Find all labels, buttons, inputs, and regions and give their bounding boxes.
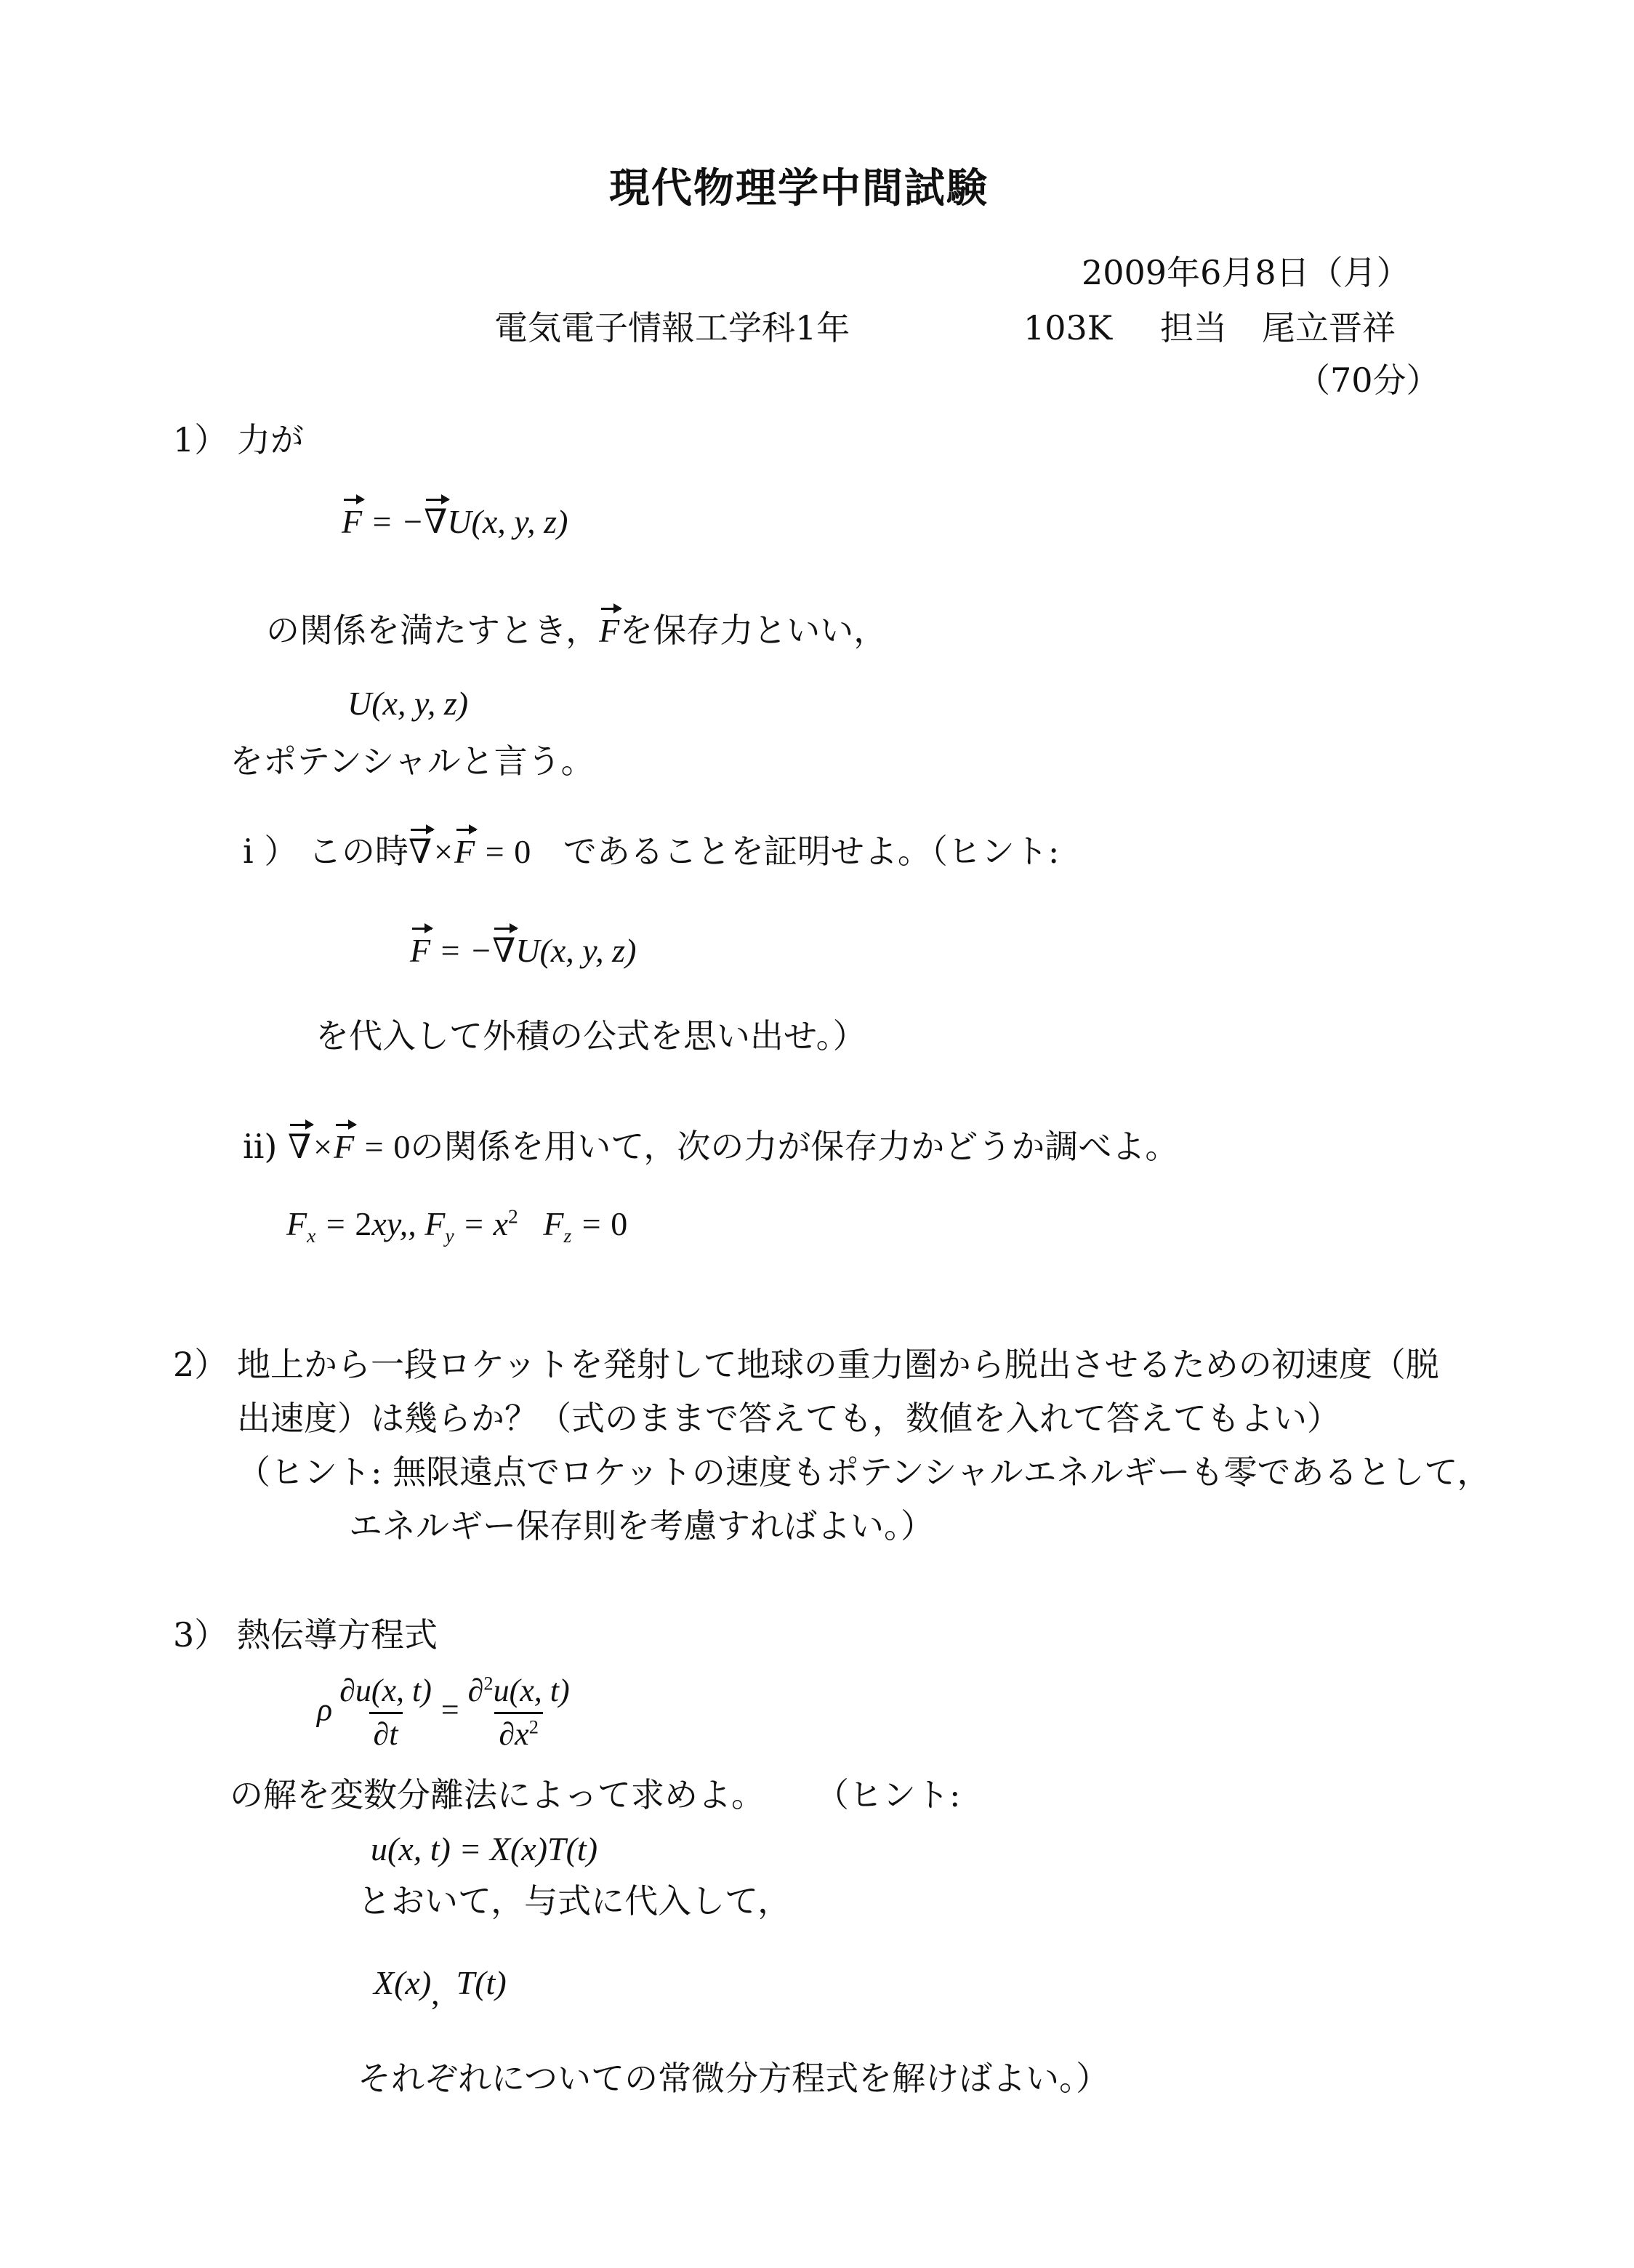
q1-i-hint-equation: F = −∇U(x, y, z) — [410, 930, 636, 970]
q1-ii-text: の関係を用いて，次の力が保存力かどうか調べよ。 — [410, 1127, 1179, 1166]
q1-i-curl-equation: ∇×F = 0 — [408, 833, 531, 870]
room: 103K — [1023, 308, 1113, 347]
q1-ii-label: ii) — [243, 1127, 278, 1166]
q1-force-equation: F = −∇U(x, y, z) — [342, 502, 568, 542]
q1-ii-curl-equation: ∇×F = 0 — [288, 1128, 410, 1165]
q2-line-2: 出速度）は幾らか？（式のままで答えても，数値を入れて答えてもよい） — [237, 1399, 1340, 1438]
q1-part-i — [243, 832, 1059, 872]
q1-i-text-b: であることを証明せよ。（ヒント: — [563, 832, 1060, 871]
q3-number: 3） — [173, 1615, 228, 1654]
q1-ii-force-components: $F_x = 2xy$,, $F_y = x^2$ $F_z = 0$ — [286, 1205, 628, 1247]
q3-heat-equation: ρ $\frac{\partial u(x, t)}{\partial t}$ = $\frac{\partial^2u(x, t)}{\partial x^2}$ — [317, 1672, 577, 1754]
q1-number: 1） — [173, 420, 228, 459]
q3-separation-equation: u(x, t) = X(x)T(t) — [371, 1830, 598, 1867]
q1-potential-text: をポテンシャルと言う。 — [230, 741, 595, 781]
instructor-label: 担当 — [1160, 308, 1227, 347]
q1-potential-symbol: U(x, y, z) — [347, 685, 469, 722]
q1-relation-vector-f: F — [599, 612, 619, 649]
q1-relation-text2: を保存力といい， — [619, 611, 888, 650]
instructor-name: 尾立晋祥 — [1262, 308, 1396, 347]
exam-date: 2009年6月8日（月） — [1082, 253, 1410, 292]
exam-title: 現代物理学中間試験 — [609, 164, 989, 212]
q3-intro: 熱伝導方程式 — [237, 1615, 438, 1654]
q3-hint-open: （ヒント: — [816, 1775, 961, 1814]
q1-i-text-a: この時 — [307, 832, 408, 871]
q1-relation-text: の関係を満たすとき， — [266, 611, 600, 650]
q3-solve-text: の解を変数分離法によって求めよ。 — [230, 1775, 765, 1814]
exam-duration: （70分） — [1297, 361, 1440, 400]
q2-line-1: 地上から一段ロケットを発射して地球の重力圏から脱出させるための初速度（脱 — [237, 1345, 1439, 1384]
q2-line-3: （ヒント: 無限遠点でロケットの速度もポテンシャルエネルギーも零であるとして， — [237, 1452, 1491, 1492]
q1-part-ii — [243, 1127, 1178, 1167]
q1-intro: 力が — [237, 420, 304, 459]
q2-line-4: エネルギー保存則を考慮すればよい。） — [349, 1506, 934, 1545]
q1-i-label: i ） — [243, 832, 298, 871]
q1-relation-line — [266, 611, 887, 651]
q3-functions: X(x), T(t) — [374, 1964, 507, 2011]
q3-substitute-text: とおいて，与式に代入して， — [358, 1881, 792, 1921]
q3-ode-text: それぞれについての常微分方程式を解けばよい。） — [358, 2059, 1110, 2098]
q1-i-hint-text: を代入して外積の公式を思い出せ。） — [315, 1016, 866, 1055]
department: 電気電子情報工学科1年 — [494, 308, 850, 347]
q2-number: 2） — [173, 1345, 228, 1384]
